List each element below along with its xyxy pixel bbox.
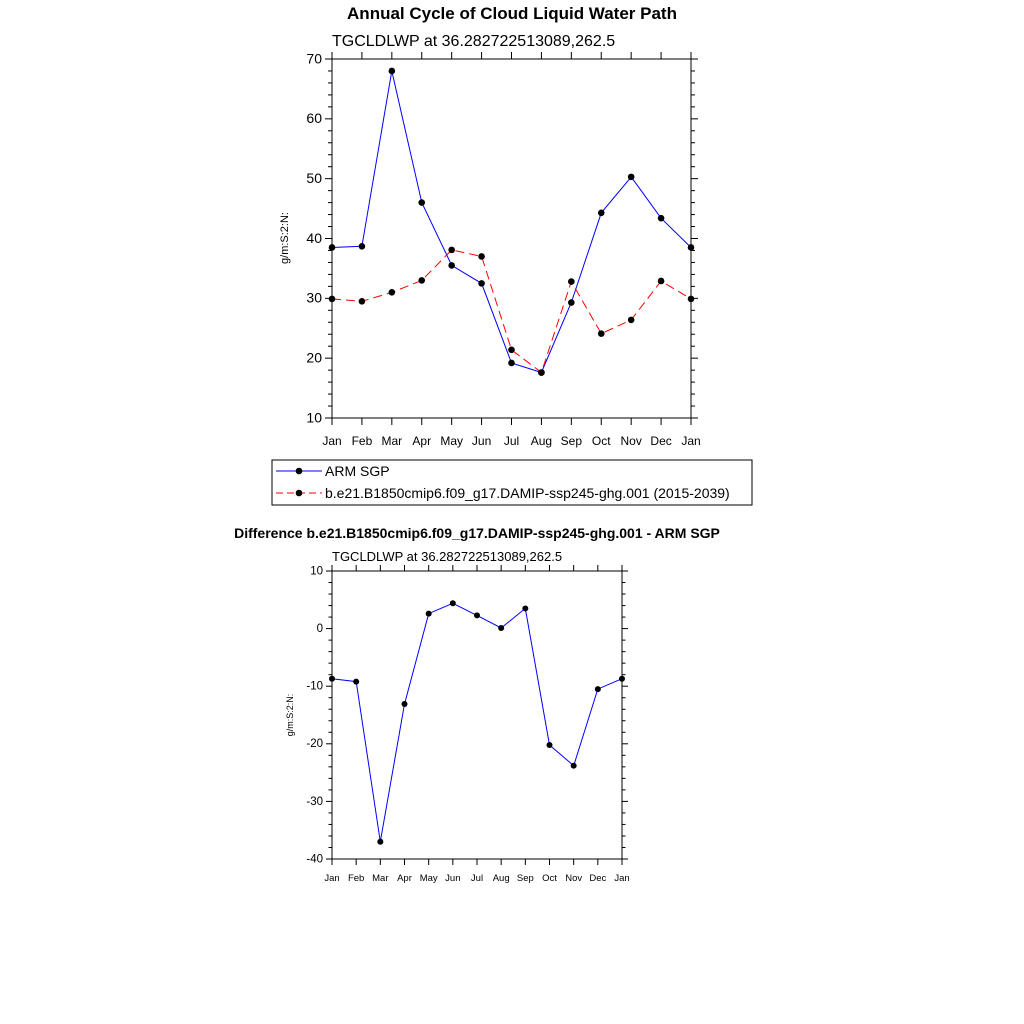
data-point xyxy=(448,262,455,269)
data-point xyxy=(478,280,485,287)
legend-marker-arm-sgp xyxy=(296,468,303,475)
data-point xyxy=(547,742,553,748)
x-tick-label: Sep xyxy=(516,873,534,884)
data-point xyxy=(658,215,665,222)
x-tick-label: Jul xyxy=(470,873,484,884)
y-tick-label: -40 xyxy=(306,853,323,866)
data-point xyxy=(329,676,335,682)
data-point xyxy=(450,600,456,606)
y-axis-label: g/m:S:2:N: xyxy=(285,693,295,737)
data-point xyxy=(568,299,575,306)
y-tick-label: -10 xyxy=(306,680,323,693)
y-tick-label: 70 xyxy=(306,50,322,67)
data-point xyxy=(658,278,665,285)
x-tick-label: Feb xyxy=(347,873,365,884)
axis-ticks xyxy=(326,565,628,865)
y-tick-label: 50 xyxy=(306,169,322,186)
x-tick-label: Feb xyxy=(351,434,373,448)
series-group xyxy=(329,600,625,844)
series-group xyxy=(329,68,695,376)
data-point xyxy=(598,209,605,216)
y-tick-label: 20 xyxy=(306,349,322,366)
y-tick-labels xyxy=(306,565,323,865)
x-tick-label: Mar xyxy=(381,434,403,448)
data-point xyxy=(426,611,432,617)
annual-cycle-chart xyxy=(279,4,701,448)
y-tick-label: 40 xyxy=(306,229,322,246)
series-line xyxy=(332,603,622,841)
data-point xyxy=(418,277,425,284)
x-tick-labels xyxy=(322,434,700,448)
x-tick-label: Aug xyxy=(530,434,553,448)
data-point xyxy=(595,686,601,692)
data-point xyxy=(522,605,528,611)
y-tick-label: 10 xyxy=(310,565,323,578)
series-line xyxy=(332,71,691,373)
x-tick-label: Aug xyxy=(492,873,510,884)
data-point xyxy=(688,296,695,303)
data-point xyxy=(688,244,695,251)
x-tick-label: May xyxy=(440,434,464,448)
data-point xyxy=(377,839,383,845)
legend xyxy=(272,460,752,505)
data-point xyxy=(571,763,577,769)
data-point xyxy=(538,369,545,376)
legend-label-model: b.e21.B1850cmip6.f09_g17.DAMIP-ssp245-ghg.001 (2015-2039) xyxy=(325,485,730,501)
y-tick-label: 0 xyxy=(316,623,323,636)
x-tick-label: Jan xyxy=(614,873,630,884)
data-point xyxy=(619,676,625,682)
data-point xyxy=(478,253,485,260)
x-tick-label: Jun xyxy=(471,434,492,448)
data-point xyxy=(598,330,605,337)
data-point xyxy=(628,174,635,181)
x-tick-label: Jan xyxy=(324,873,340,884)
data-point xyxy=(568,278,575,285)
x-tick-label: Apr xyxy=(412,434,432,448)
legend-label-arm-sgp: ARM SGP xyxy=(325,463,390,479)
series-line xyxy=(332,250,691,373)
y-tick-label: 10 xyxy=(306,409,322,426)
x-tick-label: May xyxy=(419,873,438,884)
y-tick-label: -20 xyxy=(306,738,323,751)
difference-chart xyxy=(234,525,720,884)
legend-marker-model xyxy=(296,490,303,497)
data-point xyxy=(402,701,408,707)
data-point xyxy=(389,289,396,296)
x-tick-label: Jun xyxy=(445,873,461,884)
x-tick-label: Jan xyxy=(681,434,701,448)
data-point xyxy=(359,243,366,250)
data-point xyxy=(359,298,366,305)
data-point xyxy=(628,317,635,324)
x-tick-label: Dec xyxy=(589,873,607,884)
data-point xyxy=(389,68,396,75)
x-tick-label: Sep xyxy=(560,434,583,448)
x-tick-label: Jul xyxy=(503,434,520,448)
chart-title: Difference b.e21.B1850cmip6.f09_g17.DAMIP-ssp245-ghg.001 - ARM SGP xyxy=(234,525,720,541)
axis-ticks xyxy=(325,52,698,425)
x-tick-label: Jan xyxy=(322,434,342,448)
y-tick-label: 60 xyxy=(306,110,322,127)
y-tick-label: 30 xyxy=(306,289,322,306)
x-tick-label: Dec xyxy=(650,434,672,448)
x-tick-labels xyxy=(324,873,629,884)
data-point xyxy=(508,346,515,353)
x-tick-label: Nov xyxy=(620,434,642,448)
y-tick-label: -30 xyxy=(306,795,323,808)
data-point xyxy=(448,247,455,254)
y-tick-labels xyxy=(306,50,322,425)
chart-title: Annual Cycle of Cloud Liquid Water Path xyxy=(347,4,677,23)
x-tick-label: Oct xyxy=(591,434,611,448)
data-point xyxy=(329,296,336,303)
data-point xyxy=(418,199,425,206)
data-point xyxy=(329,244,336,251)
x-tick-label: Mar xyxy=(372,873,389,884)
x-tick-label: Oct xyxy=(542,873,557,884)
x-tick-label: Apr xyxy=(397,873,412,884)
data-point xyxy=(508,360,515,367)
data-point xyxy=(474,612,480,618)
x-tick-label: Nov xyxy=(565,873,583,884)
y-axis-label: g/m:S:2:N: xyxy=(279,212,291,264)
data-point xyxy=(498,625,504,631)
data-point xyxy=(353,679,359,685)
chart-subtitle: TGCLDLWP at 36.282722513089,262.5 xyxy=(332,33,616,50)
chart-subtitle: TGCLDLWP at 36.282722513089,262.5 xyxy=(332,549,563,564)
